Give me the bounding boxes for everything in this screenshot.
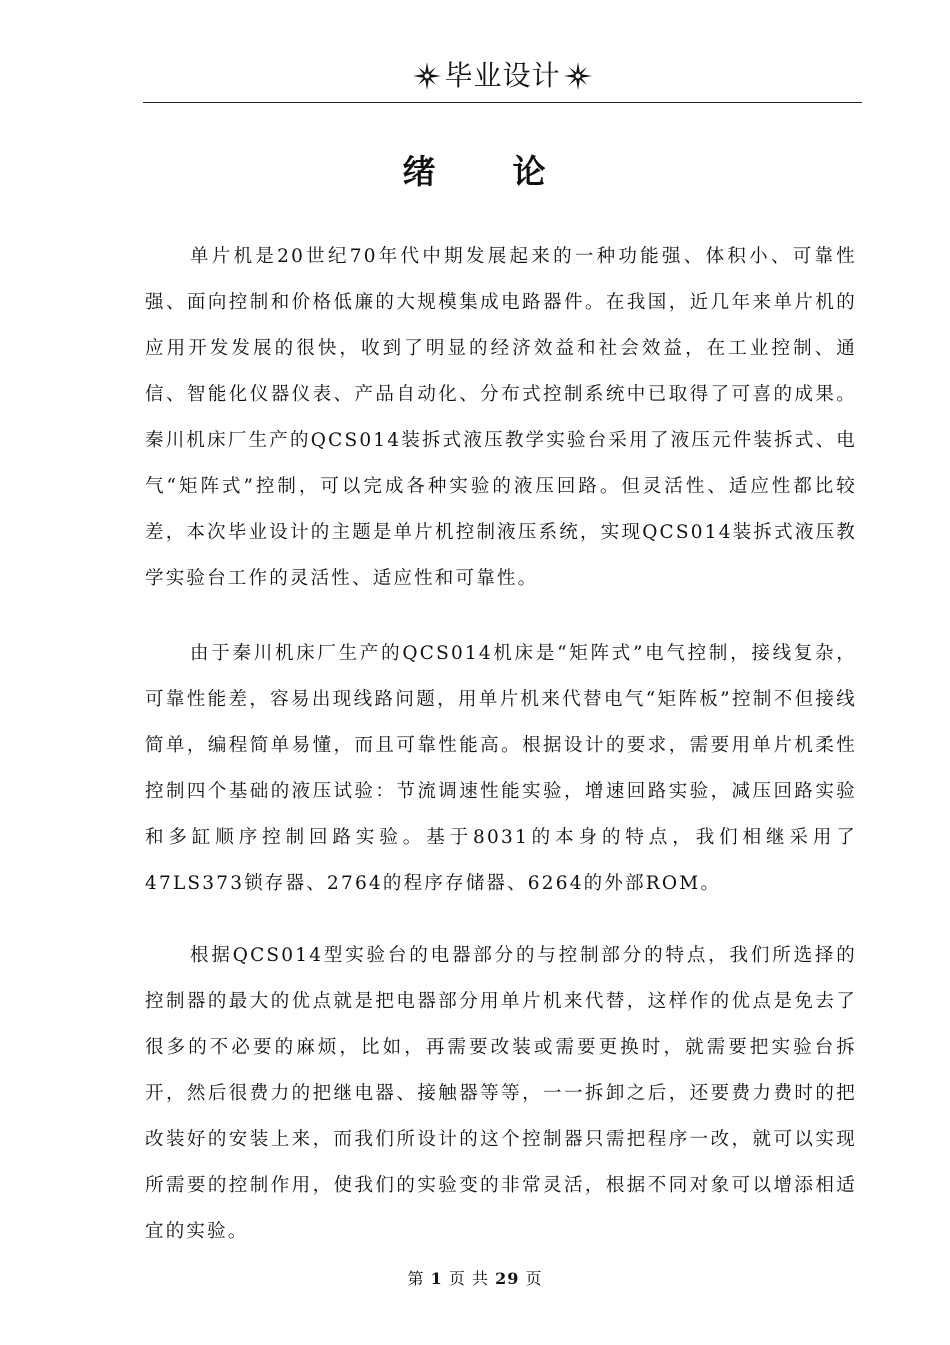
header-title-group [412,56,592,96]
header-title: 毕业设计 [444,59,561,92]
page-header [143,52,862,103]
page-footer [0,1266,950,1289]
chapter-title [0,146,950,193]
footer-suffix: 页 [525,1269,543,1288]
body-paragraph: 由于秦川机床厂生产的QCS014机床是“矩阵式”电气控制，接线复杂，可靠性能差，容易出现线路问题，用单片机来代替电气“矩阵板”控制不但接线简单，编程简单易懂，而且可靠性能高。根据设计的要求，需要用单片机柔性控制四个基础的液压试验：节流调速性能实验，增速回路实验，减压回路实验和多缸顺序控制回路实验。基于8031的本身的特点，我们相继采用了47LS373锁存器、2764的程序存储器、6264的外部ROM。 [145,643,857,894]
footer-middle: 页 共 [448,1269,489,1288]
footer-prefix: 第 [407,1269,425,1288]
footer-page-number: 1 [430,1269,443,1288]
compass-star-icon [563,61,593,91]
body-paragraph: 单片机是20世纪70年代中期发展起来的一种功能强、体积小、可靠性强、面向控制和价格低廉的大规模集成电路器件。在我国，近几年来单片机的应用开发发展的很快，收到了明显的经济效益和社会效益，在工业控制、通信、智能化仪器仪表、产品自动化、分布式控制系统中已取得了可喜的成果。秦川机床厂生产的QCS014装拆式液压教学实验台采用了液压元件装拆式、电气“矩阵式”控制，可以完成各种实验的液压回路。但灵活性、适应性都比较差，本次毕业设计的主题是单片机控制液压系统，实现QCS014装拆式液压教学实验台工作的灵活性、适应性和可靠性。 [145,246,857,589]
chapter-title-part2: 论 [512,152,548,191]
footer-total-pages: 29 [495,1269,520,1288]
chapter-title-part1: 绪 [402,152,438,191]
body-paragraph: 根据QCS014型实验台的电器部分的与控制部分的特点，我们所选择的控制器的最大的优点就是把电器部分用单片机来代替，这样作的优点是免去了很多的不必要的麻烦，比如，再需要改装或需要更换时，就需要把实验台拆开，然后很费力的把继电器、接触器等等，一一拆卸之后，还要费力费时的把改装好的安装上来，而我们所设计的这个控制器只需把程序一改，就可以实现所需要的控制作用，使我们的实验变的非常灵活，根据不同对象可以增添相适宜的实验。 [145,945,857,1242]
compass-star-icon [412,61,442,91]
